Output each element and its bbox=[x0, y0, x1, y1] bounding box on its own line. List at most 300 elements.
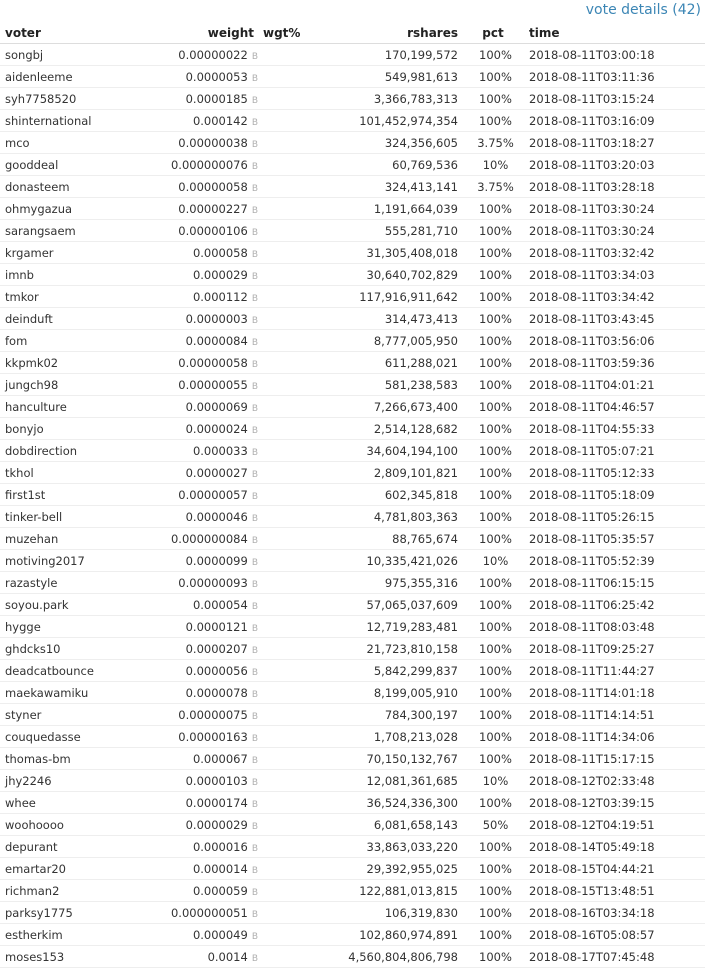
time-cell: 2018-08-14T05:49:18 bbox=[524, 836, 705, 858]
voter-name[interactable]: muzehan bbox=[0, 528, 118, 550]
rshares-cell: 314,473,413 bbox=[328, 308, 462, 330]
voter-name[interactable]: couquedasse bbox=[0, 726, 118, 748]
pct-cell: 100% bbox=[462, 484, 524, 506]
weight-unit: B bbox=[251, 73, 258, 84]
table-row bbox=[0, 924, 705, 946]
voter-name[interactable]: maekawamiku bbox=[0, 682, 118, 704]
weight-cell bbox=[118, 484, 258, 506]
wgt-pct-cell bbox=[258, 352, 328, 374]
time-cell: 2018-08-11T06:25:42 bbox=[524, 594, 705, 616]
wgt-pct-cell bbox=[258, 44, 328, 66]
voter-name[interactable]: thomas-bm bbox=[0, 748, 118, 770]
weight-value: 0.000014 bbox=[192, 861, 248, 876]
weight-value: 0.00000058 bbox=[178, 355, 248, 370]
column-header-wgt-pct[interactable]: wgt% bbox=[258, 22, 328, 44]
weight-cell bbox=[118, 550, 258, 572]
rshares-cell: 2,514,128,682 bbox=[328, 418, 462, 440]
voter-name[interactable]: shinternational bbox=[0, 110, 118, 132]
weight-cell bbox=[118, 286, 258, 308]
pct-cell: 100% bbox=[462, 440, 524, 462]
weight-value: 0.0000207 bbox=[185, 641, 248, 656]
weight-unit: B bbox=[251, 689, 258, 700]
voter-name[interactable]: richman2 bbox=[0, 880, 118, 902]
weight-cell bbox=[118, 528, 258, 550]
weight-unit: B bbox=[251, 535, 258, 546]
table-row bbox=[0, 814, 705, 836]
table-row bbox=[0, 902, 705, 924]
weight-cell bbox=[118, 220, 258, 242]
weight-value: 0.00000106 bbox=[178, 223, 248, 238]
pct-cell: 100% bbox=[462, 330, 524, 352]
weight-cell bbox=[118, 880, 258, 902]
weight-value: 0.0000078 bbox=[185, 685, 248, 700]
pct-cell: 100% bbox=[462, 220, 524, 242]
wgt-pct-cell bbox=[258, 814, 328, 836]
weight-unit: B bbox=[251, 271, 258, 282]
weight-cell bbox=[118, 418, 258, 440]
wgt-pct-cell bbox=[258, 330, 328, 352]
time-cell: 2018-08-15T13:48:51 bbox=[524, 880, 705, 902]
weight-cell bbox=[118, 902, 258, 924]
rshares-cell: 7,266,673,400 bbox=[328, 396, 462, 418]
weight-unit: B bbox=[251, 601, 258, 612]
rshares-cell: 581,238,583 bbox=[328, 374, 462, 396]
wgt-pct-cell bbox=[258, 660, 328, 682]
rshares-cell: 21,723,810,158 bbox=[328, 638, 462, 660]
table-row bbox=[0, 462, 705, 484]
rshares-cell: 10,335,421,026 bbox=[328, 550, 462, 572]
pct-cell: 100% bbox=[462, 88, 524, 110]
voter-name[interactable]: tmkor bbox=[0, 286, 118, 308]
weight-cell bbox=[118, 352, 258, 374]
wgt-pct-cell bbox=[258, 748, 328, 770]
rshares-cell: 4,560,804,806,798 bbox=[328, 946, 462, 968]
table-row bbox=[0, 176, 705, 198]
table-row bbox=[0, 550, 705, 572]
wgt-pct-cell bbox=[258, 506, 328, 528]
weight-unit: B bbox=[251, 711, 258, 722]
voter-name[interactable]: whee bbox=[0, 792, 118, 814]
weight-value: 0.0000121 bbox=[185, 619, 248, 634]
weight-unit: B bbox=[251, 623, 258, 634]
rshares-cell: 1,708,213,028 bbox=[328, 726, 462, 748]
weight-cell bbox=[118, 154, 258, 176]
time-cell: 2018-08-16T03:34:18 bbox=[524, 902, 705, 924]
voter-name[interactable]: krgamer bbox=[0, 242, 118, 264]
weight-cell bbox=[118, 330, 258, 352]
wgt-pct-cell bbox=[258, 682, 328, 704]
weight-unit: B bbox=[251, 491, 258, 502]
weight-value: 0.0000027 bbox=[185, 465, 248, 480]
table-row bbox=[0, 880, 705, 902]
time-cell: 2018-08-11T11:44:27 bbox=[524, 660, 705, 682]
wgt-pct-cell bbox=[258, 902, 328, 924]
rshares-cell: 784,300,197 bbox=[328, 704, 462, 726]
voter-name[interactable]: hanculture bbox=[0, 396, 118, 418]
wgt-pct-cell bbox=[258, 308, 328, 330]
voter-name[interactable]: hygge bbox=[0, 616, 118, 638]
weight-cell bbox=[118, 836, 258, 858]
table-row bbox=[0, 836, 705, 858]
weight-unit: B bbox=[251, 645, 258, 656]
table-row bbox=[0, 660, 705, 682]
table-row bbox=[0, 528, 705, 550]
weight-unit: B bbox=[251, 425, 258, 436]
weight-value: 0.000049 bbox=[192, 927, 248, 942]
weight-unit: B bbox=[251, 557, 258, 568]
pct-cell: 100% bbox=[462, 308, 524, 330]
time-cell: 2018-08-11T03:30:24 bbox=[524, 220, 705, 242]
time-cell: 2018-08-11T05:35:57 bbox=[524, 528, 705, 550]
weight-cell bbox=[118, 594, 258, 616]
weight-value: 0.0000024 bbox=[185, 421, 248, 436]
rshares-cell: 2,809,101,821 bbox=[328, 462, 462, 484]
votes-table bbox=[0, 22, 705, 968]
table-row bbox=[0, 506, 705, 528]
wgt-pct-cell bbox=[258, 770, 328, 792]
weight-unit: B bbox=[251, 799, 258, 810]
weight-unit: B bbox=[251, 777, 258, 788]
wgt-pct-cell bbox=[258, 418, 328, 440]
time-cell: 2018-08-11T03:34:42 bbox=[524, 286, 705, 308]
rshares-cell: 4,781,803,363 bbox=[328, 506, 462, 528]
weight-value: 0.0000185 bbox=[185, 91, 248, 106]
table-row bbox=[0, 308, 705, 330]
pct-cell: 10% bbox=[462, 770, 524, 792]
pct-cell: 100% bbox=[462, 506, 524, 528]
pct-cell: 100% bbox=[462, 682, 524, 704]
weight-cell bbox=[118, 264, 258, 286]
wgt-pct-cell bbox=[258, 924, 328, 946]
voter-name[interactable]: aidenleeme bbox=[0, 66, 118, 88]
time-cell: 2018-08-11T05:18:09 bbox=[524, 484, 705, 506]
pct-cell: 100% bbox=[462, 946, 524, 968]
voter-name[interactable]: jungch98 bbox=[0, 374, 118, 396]
pct-cell: 100% bbox=[462, 924, 524, 946]
rshares-cell: 1,191,664,039 bbox=[328, 198, 462, 220]
pct-cell: 100% bbox=[462, 594, 524, 616]
time-cell: 2018-08-15T04:44:21 bbox=[524, 858, 705, 880]
rshares-cell: 8,199,005,910 bbox=[328, 682, 462, 704]
pct-cell: 100% bbox=[462, 792, 524, 814]
weight-value: 0.00000058 bbox=[178, 179, 248, 194]
weight-cell bbox=[118, 748, 258, 770]
time-cell: 2018-08-16T05:08:57 bbox=[524, 924, 705, 946]
voter-name[interactable]: gooddeal bbox=[0, 154, 118, 176]
table-row bbox=[0, 484, 705, 506]
vote-details-link[interactable]: vote details (42) bbox=[585, 2, 701, 18]
rshares-cell: 12,719,283,481 bbox=[328, 616, 462, 638]
time-cell: 2018-08-12T04:19:51 bbox=[524, 814, 705, 836]
table-row bbox=[0, 132, 705, 154]
weight-cell bbox=[118, 506, 258, 528]
voter-name[interactable]: estherkim bbox=[0, 924, 118, 946]
time-cell: 2018-08-11T03:59:36 bbox=[524, 352, 705, 374]
table-row bbox=[0, 154, 705, 176]
voter-name[interactable]: parksy1775 bbox=[0, 902, 118, 924]
weight-cell bbox=[118, 792, 258, 814]
time-cell: 2018-08-11T04:01:21 bbox=[524, 374, 705, 396]
time-cell: 2018-08-11T03:34:03 bbox=[524, 264, 705, 286]
weight-unit: B bbox=[251, 931, 258, 942]
voter-name[interactable]: tkhol bbox=[0, 462, 118, 484]
rshares-cell: 5,842,299,837 bbox=[328, 660, 462, 682]
weight-unit: B bbox=[251, 865, 258, 876]
voter-name[interactable]: imnb bbox=[0, 264, 118, 286]
weight-unit: B bbox=[251, 843, 258, 854]
wgt-pct-cell bbox=[258, 616, 328, 638]
vote-rows bbox=[0, 44, 705, 968]
table-row bbox=[0, 286, 705, 308]
voter-name[interactable]: moses153 bbox=[0, 946, 118, 968]
wgt-pct-cell bbox=[258, 594, 328, 616]
weight-value: 0.0000056 bbox=[185, 663, 248, 678]
voter-name[interactable]: fom bbox=[0, 330, 118, 352]
voter-name[interactable]: tinker-bell bbox=[0, 506, 118, 528]
table-row bbox=[0, 242, 705, 264]
time-cell: 2018-08-11T03:00:18 bbox=[524, 44, 705, 66]
rshares-cell: 555,281,710 bbox=[328, 220, 462, 242]
weight-cell bbox=[118, 616, 258, 638]
pct-cell: 100% bbox=[462, 880, 524, 902]
weight-cell bbox=[118, 440, 258, 462]
pct-cell: 100% bbox=[462, 528, 524, 550]
weight-unit: B bbox=[251, 513, 258, 524]
table-row bbox=[0, 264, 705, 286]
voter-name[interactable]: depurant bbox=[0, 836, 118, 858]
time-cell: 2018-08-11T03:18:27 bbox=[524, 132, 705, 154]
column-header-voter[interactable]: voter bbox=[0, 22, 118, 44]
voter-name[interactable]: kkpmk02 bbox=[0, 352, 118, 374]
voter-name[interactable]: woohoooo bbox=[0, 814, 118, 836]
voter-name[interactable]: emartar20 bbox=[0, 858, 118, 880]
wgt-pct-cell bbox=[258, 528, 328, 550]
weight-unit: B bbox=[251, 315, 258, 326]
table-row bbox=[0, 374, 705, 396]
wgt-pct-cell bbox=[258, 836, 328, 858]
time-cell: 2018-08-11T14:01:18 bbox=[524, 682, 705, 704]
weight-unit: B bbox=[251, 909, 258, 920]
voter-name[interactable]: donasteem bbox=[0, 176, 118, 198]
column-header-pct[interactable]: pct bbox=[462, 22, 524, 44]
weight-value: 0.000000051 bbox=[170, 905, 248, 920]
pct-cell: 100% bbox=[462, 572, 524, 594]
weight-value: 0.000054 bbox=[192, 597, 248, 612]
table-row bbox=[0, 396, 705, 418]
pct-cell: 100% bbox=[462, 396, 524, 418]
pct-cell: 100% bbox=[462, 286, 524, 308]
table-row bbox=[0, 66, 705, 88]
column-header-weight[interactable]: weight bbox=[118, 22, 258, 44]
weight-unit: B bbox=[251, 139, 258, 150]
pct-cell: 100% bbox=[462, 748, 524, 770]
weight-cell bbox=[118, 858, 258, 880]
weight-unit: B bbox=[251, 733, 258, 744]
voter-name[interactable]: first1st bbox=[0, 484, 118, 506]
voter-name[interactable]: jhy2246 bbox=[0, 770, 118, 792]
table-row bbox=[0, 198, 705, 220]
weight-unit: B bbox=[251, 447, 258, 458]
voter-name[interactable]: dobdirection bbox=[0, 440, 118, 462]
table-row bbox=[0, 792, 705, 814]
weight-cell bbox=[118, 572, 258, 594]
voter-name[interactable]: sarangsaem bbox=[0, 220, 118, 242]
wgt-pct-cell bbox=[258, 66, 328, 88]
weight-cell bbox=[118, 176, 258, 198]
weight-unit: B bbox=[251, 887, 258, 898]
weight-value: 0.00000075 bbox=[178, 707, 248, 722]
wgt-pct-cell bbox=[258, 946, 328, 968]
weight-cell bbox=[118, 88, 258, 110]
weight-unit: B bbox=[251, 183, 258, 194]
weight-cell bbox=[118, 132, 258, 154]
time-cell: 2018-08-12T03:39:15 bbox=[524, 792, 705, 814]
table-row bbox=[0, 110, 705, 132]
table-row bbox=[0, 726, 705, 748]
time-cell: 2018-08-11T03:28:18 bbox=[524, 176, 705, 198]
pct-cell: 100% bbox=[462, 418, 524, 440]
rshares-cell: 324,413,141 bbox=[328, 176, 462, 198]
rshares-cell: 6,081,658,143 bbox=[328, 814, 462, 836]
time-cell: 2018-08-11T03:43:45 bbox=[524, 308, 705, 330]
pct-cell: 10% bbox=[462, 154, 524, 176]
pct-cell: 100% bbox=[462, 638, 524, 660]
table-row bbox=[0, 616, 705, 638]
voter-name[interactable]: soyou.park bbox=[0, 594, 118, 616]
rshares-cell: 102,860,974,891 bbox=[328, 924, 462, 946]
time-cell: 2018-08-11T03:32:42 bbox=[524, 242, 705, 264]
pct-cell: 100% bbox=[462, 264, 524, 286]
weight-unit: B bbox=[251, 579, 258, 590]
voter-name[interactable]: ghdcks10 bbox=[0, 638, 118, 660]
pct-cell: 10% bbox=[462, 550, 524, 572]
voter-name[interactable]: syh7758520 bbox=[0, 88, 118, 110]
voter-name[interactable]: bonyjo bbox=[0, 418, 118, 440]
table-row bbox=[0, 594, 705, 616]
voter-name[interactable]: razastyle bbox=[0, 572, 118, 594]
rshares-cell: 57,065,037,609 bbox=[328, 594, 462, 616]
wgt-pct-cell bbox=[258, 110, 328, 132]
column-header-time[interactable]: time bbox=[524, 22, 705, 44]
rshares-cell: 30,640,702,829 bbox=[328, 264, 462, 286]
time-cell: 2018-08-11T03:16:09 bbox=[524, 110, 705, 132]
pct-cell: 100% bbox=[462, 66, 524, 88]
voter-name[interactable]: deinduft bbox=[0, 308, 118, 330]
weight-unit: B bbox=[251, 95, 258, 106]
time-cell: 2018-08-11T04:55:33 bbox=[524, 418, 705, 440]
time-cell: 2018-08-11T03:15:24 bbox=[524, 88, 705, 110]
table-row bbox=[0, 858, 705, 880]
rshares-cell: 602,345,818 bbox=[328, 484, 462, 506]
weight-cell bbox=[118, 924, 258, 946]
wgt-pct-cell bbox=[258, 792, 328, 814]
voter-name[interactable]: mco bbox=[0, 132, 118, 154]
table-row bbox=[0, 352, 705, 374]
wgt-pct-cell bbox=[258, 242, 328, 264]
weight-value: 0.000000076 bbox=[170, 157, 248, 172]
weight-value: 0.00000055 bbox=[178, 377, 248, 392]
weight-unit: B bbox=[251, 403, 258, 414]
weight-unit: B bbox=[251, 249, 258, 260]
time-cell: 2018-08-11T05:52:39 bbox=[524, 550, 705, 572]
time-cell: 2018-08-11T05:07:21 bbox=[524, 440, 705, 462]
weight-value: 0.00000227 bbox=[178, 201, 248, 216]
time-cell: 2018-08-11T03:30:24 bbox=[524, 198, 705, 220]
table-row bbox=[0, 946, 705, 968]
weight-value: 0.000067 bbox=[192, 751, 248, 766]
table-row bbox=[0, 682, 705, 704]
weight-unit: B bbox=[251, 821, 258, 832]
wgt-pct-cell bbox=[258, 132, 328, 154]
weight-cell bbox=[118, 704, 258, 726]
rshares-cell: 611,288,021 bbox=[328, 352, 462, 374]
weight-value: 0.0000084 bbox=[185, 333, 248, 348]
wgt-pct-cell bbox=[258, 462, 328, 484]
voter-name[interactable]: ohmygazua bbox=[0, 198, 118, 220]
weight-cell bbox=[118, 110, 258, 132]
pct-cell: 3.75% bbox=[462, 176, 524, 198]
time-cell: 2018-08-12T02:33:48 bbox=[524, 770, 705, 792]
rshares-cell: 12,081,361,685 bbox=[328, 770, 462, 792]
weight-value: 0.0014 bbox=[207, 949, 248, 964]
weight-cell bbox=[118, 396, 258, 418]
time-cell: 2018-08-11T08:03:48 bbox=[524, 616, 705, 638]
voter-name[interactable]: styner bbox=[0, 704, 118, 726]
weight-cell bbox=[118, 66, 258, 88]
weight-cell bbox=[118, 308, 258, 330]
time-cell: 2018-08-17T07:45:48 bbox=[524, 946, 705, 968]
weight-unit: B bbox=[251, 161, 258, 172]
weight-value: 0.0000099 bbox=[185, 553, 248, 568]
voter-name[interactable]: songbj bbox=[0, 44, 118, 66]
time-cell: 2018-08-11T06:15:15 bbox=[524, 572, 705, 594]
weight-value: 0.000112 bbox=[192, 289, 248, 304]
weight-cell bbox=[118, 198, 258, 220]
voter-name[interactable]: motiving2017 bbox=[0, 550, 118, 572]
weight-unit: B bbox=[251, 337, 258, 348]
time-cell: 2018-08-11T14:14:51 bbox=[524, 704, 705, 726]
pct-cell: 100% bbox=[462, 704, 524, 726]
pct-cell: 100% bbox=[462, 836, 524, 858]
rshares-cell: 101,452,974,354 bbox=[328, 110, 462, 132]
wgt-pct-cell bbox=[258, 264, 328, 286]
weight-value: 0.000033 bbox=[192, 443, 248, 458]
weight-unit: B bbox=[251, 667, 258, 678]
weight-unit: B bbox=[251, 117, 258, 128]
weight-value: 0.000058 bbox=[192, 245, 248, 260]
weight-value: 0.000029 bbox=[192, 267, 248, 282]
rshares-cell: 549,981,613 bbox=[328, 66, 462, 88]
pct-cell: 3.75% bbox=[462, 132, 524, 154]
voter-name[interactable]: deadcatbounce bbox=[0, 660, 118, 682]
wgt-pct-cell bbox=[258, 88, 328, 110]
wgt-pct-cell bbox=[258, 176, 328, 198]
table-row bbox=[0, 220, 705, 242]
weight-unit: B bbox=[251, 469, 258, 480]
column-header-rshares[interactable]: rshares bbox=[328, 22, 462, 44]
time-cell: 2018-08-11T03:56:06 bbox=[524, 330, 705, 352]
weight-unit: B bbox=[251, 227, 258, 238]
rshares-cell: 3,366,783,313 bbox=[328, 88, 462, 110]
time-cell: 2018-08-11T05:26:15 bbox=[524, 506, 705, 528]
pct-cell: 100% bbox=[462, 660, 524, 682]
pct-cell: 50% bbox=[462, 814, 524, 836]
weight-cell bbox=[118, 638, 258, 660]
weight-value: 0.0000174 bbox=[185, 795, 248, 810]
wgt-pct-cell bbox=[258, 726, 328, 748]
weight-cell bbox=[118, 770, 258, 792]
table-header-row bbox=[0, 22, 705, 44]
